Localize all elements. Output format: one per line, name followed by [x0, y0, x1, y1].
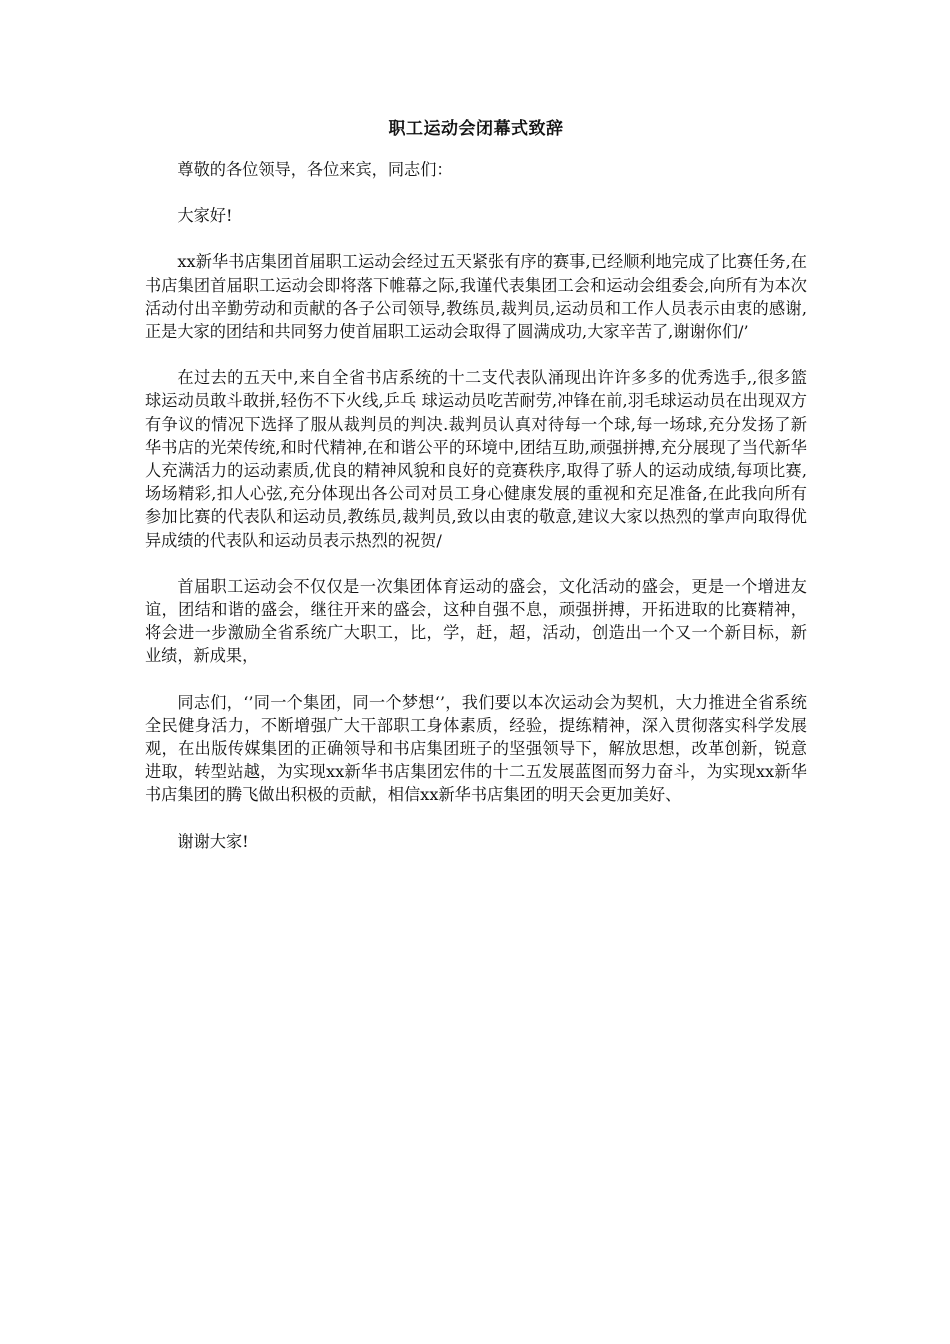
paragraph-significance: 首届职工运动会不仅仅是一次集团体育运动的盛会，文化活动的盛会，更是一个增进友谊，团结和谐的盛会，继往开来的盛会，这种自强不息，顽强拼搏，开拓进取的比赛精神，将会进一步激励全省系统广大职工，比，学，赶，超，活动，创造出一个又一个新目标，新业绩，新成果，	[145, 576, 807, 666]
salutation: 尊敬的各位领导，各位来宾，同志们：	[177, 160, 453, 179]
paragraph-review: 在过去的五天中,来自全省书店系统的十二支代表队涌现出许许多多的优秀选手,,很多篮球运动员敢斗敢拼,轻伤不下火线,乒乓 球运动员吃苦耐劳,冲锋在前,羽毛球运动员在出现双方有争议的情况下选择了服从裁判员的判决.裁判员认真对待每一个球,每一场球,充分发扬了新华书店的光荣传统,和时代精神,在和谐公平的环境中,团结互助,顽强拼搏,充分展现了当代新华人充满活力的运动素质,优良的精神风貌和良好的竞赛秩序,取得了骄人的运动成绩,每项比赛,场场精彩,扣人心弦,充分体现出各公司对员工身心健康发展的重视和充足准备,在此我向所有参加比赛的代表队和运动员,教练员,裁判员,致以由衷的敬意,建议大家以热烈的掌声向取得优异成绩的代表队和运动员表示热烈的祝贺/	[145, 368, 807, 550]
paragraph-thanks: xx新华书店集团首届职工运动会经过五天紧张有序的赛事,已经顺利地完成了比赛任务,在书店集团首届职工运动会即将落下帷幕之际,我谨代表集团工会和运动会组委会,向所有为本次活动付出辛勤劳动和贡献的各子公司领导,教练员,裁判员,运动员和工作人员表示由衷的感谢,正是大家的团结和共同努力使首届职工运动会取得了圆满成功,大家辛苦了,谢谢你们/’	[145, 252, 807, 342]
document-title: 职工运动会闭幕式致辞	[388, 119, 564, 139]
greeting: 大家好!	[177, 206, 233, 226]
paragraph-outlook: 同志们，‘’同一个集团，同一个梦想‘’，我们要以本次运动会为契机，大力推进全省系统全民健身活力，不断增强广大干部职工身体素质，经验，提练精神，深入贯彻落实科学发展观，在出版传媒集团的正确领导和书店集团班子的坚强领导下，解放思想，改革创新，锐意进取，转型站越，为实现xx新华书店集团宏伟的十二五发展蓝图而努力奋斗，为实现xx新华书店集团的腾飞做出积极的贡献，相信xx新华书店集团的明天会更加美好、	[145, 692, 807, 805]
closing: 谢谢大家!	[177, 831, 249, 851]
document-body	[145, 118, 807, 876]
